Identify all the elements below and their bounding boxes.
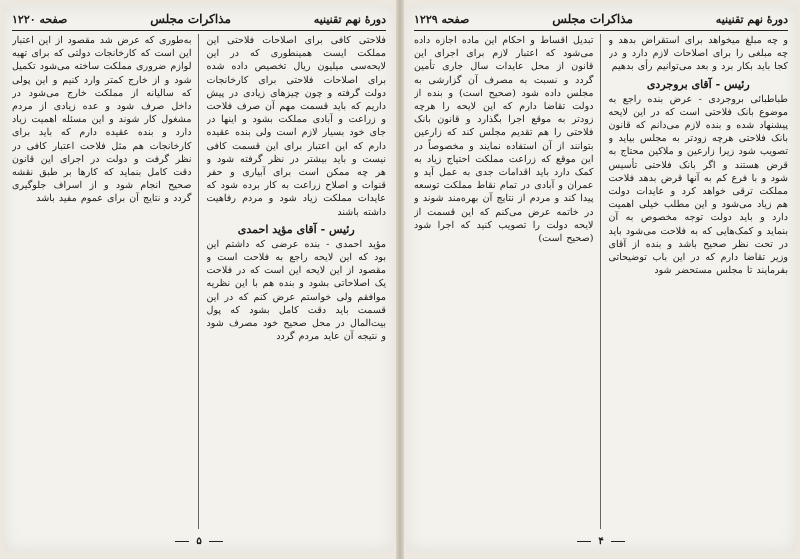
- paragraph: مؤید احمدی - بنده عرضی که داشتم این بود که این لایحه راجع به فلاحت است و مقصود از این لایحه این است که در فلاحت یک اصلاحاتی بشود و بنده هم با این نظریه موافقم ولی خواستم عرض کنم که در این قسمت باید دقت کامل بشود که پول بیت‌المال در محل صحیح خود مصرف شود و نتیجه آن عاید مردم گردد: [206, 238, 386, 343]
- speaker-heading: رئیس - آقای بروجردی: [646, 77, 750, 91]
- footer-dash: [175, 541, 189, 542]
- right-header-rule: [414, 30, 788, 31]
- paragraph: تبدیل اقساط و احکام این ماده اجازه داده می‌شود که اعتبار لازم برای اجرای این قانون از محل عایدات سال جاری تأمین گردد و نسبت به مصرف آن گزارشی به مجلس داده شود (صحیح است) و بنده از دولت تقاضا دارم که این لایحه را هرچه زودتر به موقع اجرا بگذارد و قانون بانک فلاحتی را هم تقدیم مجلس کند که زارعین بتوانند از آن استفاده نمایند و مخصوصاً در این موقع که زراعت مملکت احتیاج زیاد به کمک دارد باید اقدامات جدی به عمل آید و عمران و آبادی در تمام نقاط مملکت توسعه پیدا کند و مردم از نتایج آن بهره‌مند شوند و در خاتمه عرض می‌کنم که این قسمت از لایحه دولت را تصویب کنید که اجرا شود (صحیح است): [414, 35, 594, 245]
- footer-dash: [209, 541, 223, 542]
- right-page-number: ۴: [598, 536, 604, 547]
- left-header-session: دورهٔ نهم تقنینیه: [313, 12, 386, 26]
- footer-dash: [577, 541, 591, 542]
- left-header-title: مذاکرات مجلس: [150, 12, 231, 26]
- left-page-right-column: [207, 34, 387, 529]
- footer-dash: [611, 541, 625, 542]
- paragraph: فلاحتی کافی برای اصلاحات فلاحتی این مملکت ایست همینطوری که در این لایحه‌سی میلیون ریال تخصیص داده شده برای اصلاحات فلاحتی برای کارخانجات دولت گرفته و چون چیزهای زیادی در پیش داریم که باید قسمت مهم آن صرف فلاحت و زراعت و آبادی مملکت بشود و اینها در جای خود بسیار لازم است ولی بنده عقیده دارم که این اعتبار برای این قسمت کافی نیست و باید بیشتر در نظر گرفته شود و هر چه ممکن است برای آبیاری و حفر قنوات و اصلاح زراعت به کار برده شود که عایدات مملکت زیاد شود و مردم رفاهیت داشته باشند: [206, 35, 386, 218]
- left-page-header: [12, 10, 386, 28]
- right-header-session: دورهٔ نهم تقنینیه: [715, 12, 788, 26]
- speaker-heading: رئیس - آقای مؤید احمدی: [237, 222, 355, 236]
- book-gutter: [396, 0, 404, 559]
- right-page-footer: [406, 536, 796, 547]
- right-page-columns: [414, 34, 788, 529]
- right-header-page-label: صفحه ۱۲۲۹: [414, 12, 470, 26]
- right-header-title: مذاکرات مجلس: [552, 12, 633, 26]
- left-header-rule: [12, 30, 386, 31]
- right-page: [406, 6, 796, 551]
- left-page: [4, 6, 394, 551]
- right-page-left-column: [414, 34, 601, 529]
- right-page-header: [414, 10, 788, 28]
- paragraph: و چه مبلغ میخواهد برای استقراض بدهد و چه مبلغی را برای اصلاحات لازم دارد و در کجا باید بکار برد و بعد می‌توانیم رأی بدهیم: [608, 35, 788, 73]
- paragraph: به‌طوری که عرض شد مقصود از این اعتبار این است که کارخانجات دولتی که برای تهیه لوازم ضروری مملکت ساخته می‌شود تکمیل شود و از خارج کمتر وارد کنیم و این پولی که سالیانه از مملکت خارج می‌شود در داخل صرف شود و عده زیادی از مردم مشغول کار شوند و این مسئله اهمیت زیاد دارد و بنده عقیده دارم که باید برای کارخانجات هم مثل فلاحت اعتبار کافی در نظر گرفت و دولت در اجرای این قانون دقت کامل بنماید که کارها بر طبق نقشه صحیح انجام شود و از اسراف جلوگیری گردد و نتایج آن برای عموم مفید باشد: [12, 35, 192, 205]
- left-page-number: ۵: [196, 536, 202, 547]
- left-page-left-column: [12, 34, 199, 529]
- left-page-columns: [12, 34, 386, 529]
- left-header-page-label: صفحه ۱۲۲۰: [12, 12, 68, 26]
- left-page-footer: [4, 536, 394, 547]
- right-page-right-column: [609, 34, 789, 529]
- paragraph: طباطبائی بروجردی - عرض بنده راجع به موضوع بانک فلاحتی است که در این لایحه پیشنهاد شده و بنده لازم می‌دانم که قانون بانک فلاحتی هرچه زودتر به مجلس بیاید و تصویب شود زیرا زارعین و ملاکین محتاج به قرض هستند و اگر بانک فلاحتی تأسیس شود و با فرع کم به آنها قرض بدهد فلاحت مملکت ترقی خواهد کرد و عایدات دولت هم زیاد می‌شود و این مطلب خیلی اهمیت دارد و باید دولت توجه مخصوص به آن بنماید و کمک‌هایی که به فلاحت می‌شود باید در تحت نظر صحیح باشد و بنده از آقای وزیر تقاضا دارم که در این باب توضیحاتی بفرمایند تا مجلس مستحضر شود: [608, 93, 788, 277]
